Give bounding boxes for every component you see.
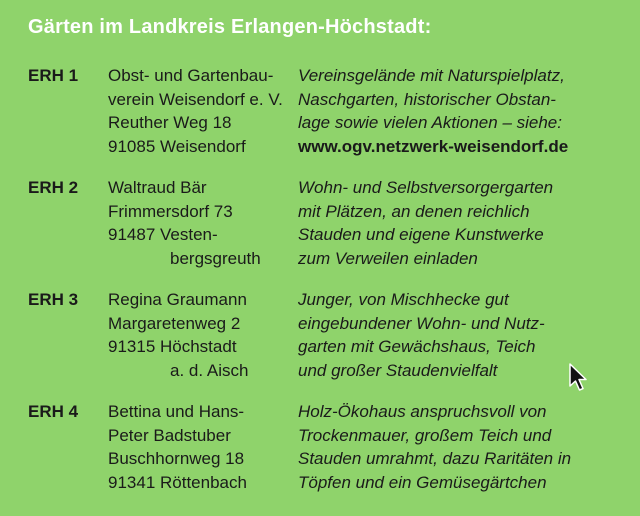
address-line: 91315 Höchstadt — [108, 337, 237, 356]
address-line: 91085 Weisendorf — [108, 136, 246, 156]
description-line: lage sowie vielen Aktionen – siehe: — [298, 113, 562, 132]
address-line: 91341 Röttenbach — [108, 472, 247, 492]
page-title: Gärten im Landkreis Erlangen-Höchstadt: — [28, 16, 432, 38]
description-line: Trockenmauer, großem Teich und — [298, 425, 552, 445]
entry-code: ERH 2 — [28, 178, 79, 197]
address-line: Obst- und Gartenbau- — [108, 66, 274, 85]
entry-description — [298, 176, 633, 270]
address-line: a. d. Aisch — [170, 360, 249, 380]
description-line: zum Verweilen einladen — [298, 248, 478, 268]
description-line: Vereinsgelände mit Naturspielplatz, — [298, 66, 565, 85]
description-line: Junger, von Mischhecke gut — [298, 290, 509, 309]
description-line: und großer Staudenvielfalt — [298, 360, 498, 380]
address-line: Frimmersdorf 73 — [108, 201, 233, 221]
entry-description — [298, 400, 633, 494]
address-line: Bettina und Hans- — [108, 402, 245, 421]
website-link[interactable]: www.ogv.netzwerk-weisendorf.de — [298, 136, 569, 156]
entry-code: ERH 4 — [28, 402, 79, 421]
description-line: eingebundener Wohn- und Nutz- — [298, 313, 545, 333]
description-line: Holz-Ökohaus anspruchsvoll von — [298, 402, 547, 421]
mouse-pointer-icon — [568, 363, 590, 393]
description-line: Wohn- und Selbstversorgergarten — [298, 178, 554, 197]
description-line: Stauden umrahmt, dazu Raritäten in — [298, 449, 572, 468]
address-line: Reuther Weg 18 — [108, 113, 232, 132]
description-line: Naschgarten, historischer Obstan- — [298, 89, 556, 109]
description-line: Stauden und eigene Kunstwerke — [298, 225, 544, 244]
entry-address — [108, 400, 288, 494]
entry-code: ERH 3 — [28, 290, 79, 309]
address-line: Regina Graumann — [108, 290, 247, 309]
entry-description — [298, 64, 633, 158]
address-line: Waltraud Bär — [108, 178, 207, 197]
entry-code: ERH 1 — [28, 66, 79, 85]
address-line: Margaretenweg 2 — [108, 313, 241, 333]
address-line: bergsgreuth — [170, 248, 261, 268]
address-line: Buschhornweg 18 — [108, 449, 245, 468]
entry-address — [108, 288, 288, 382]
address-line: 91487 Vesten- — [108, 225, 218, 244]
description-line: garten mit Gewächshaus, Teich — [298, 337, 536, 356]
description-line: mit Plätzen, an denen reichlich — [298, 201, 530, 221]
description-line: Töpfen und ein Gemüsegärtchen — [298, 472, 547, 492]
entry-address — [108, 176, 288, 270]
address-line: verein Weisendorf e. V. — [108, 89, 283, 109]
address-line: Peter Badstuber — [108, 425, 231, 445]
entry-address — [108, 64, 288, 158]
